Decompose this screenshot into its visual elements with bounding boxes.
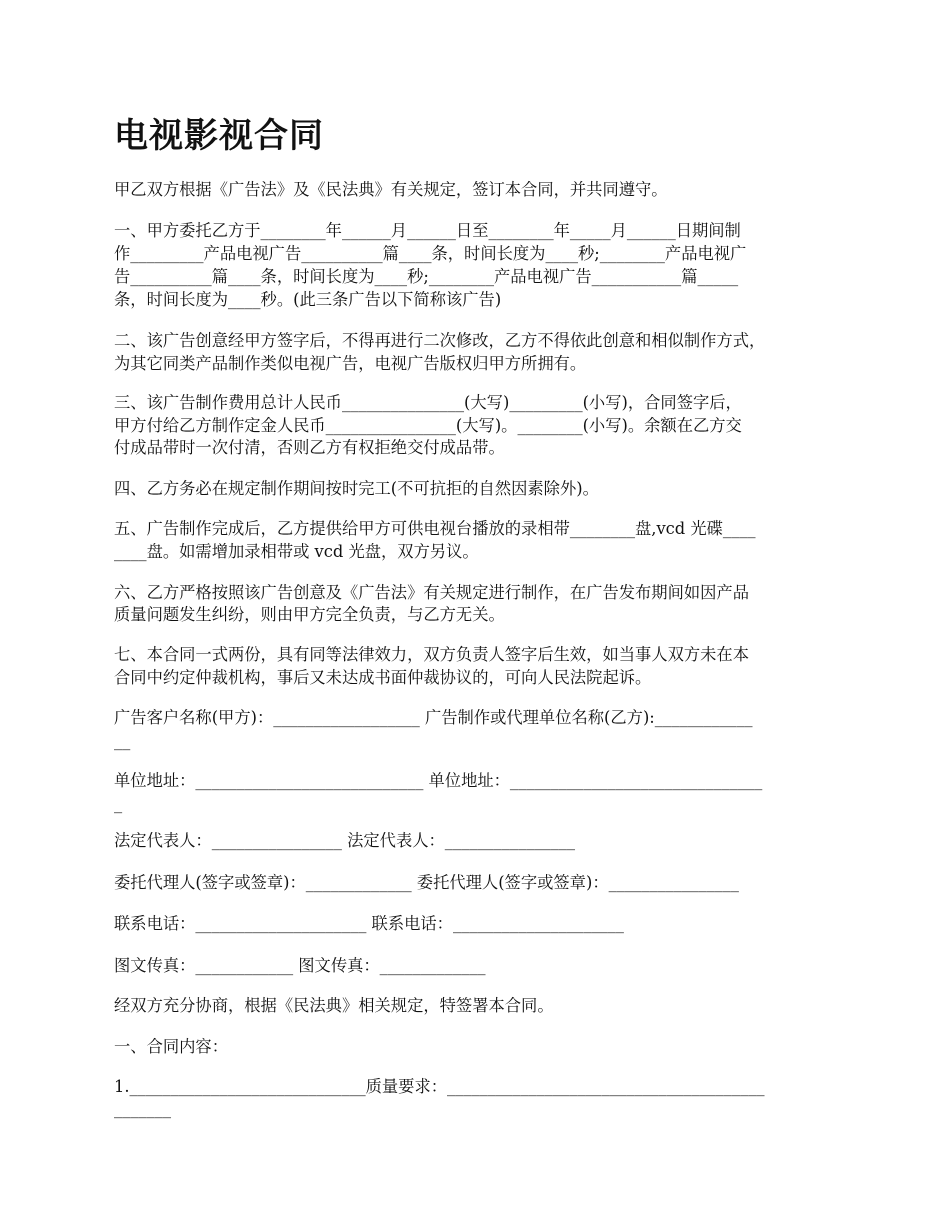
clause-3-line-2: 甲方付给乙方制作定金人民币________________(大写)。________(小写)。余额在乙方交 xyxy=(114,416,742,435)
clause-2-line-1: 二、该广告创意经甲方签字后，不得再进行二次修改，乙方不得依此创意和相似制作方式， xyxy=(114,331,766,350)
agreement-statement: 经双方充分协商，根据《民法典》相关规定，特签署本合同。 xyxy=(114,996,554,1015)
clause-6-line-1: 六、乙方严格按照该广告创意及《广告法》有关规定进行制作，在广告发布期间如因产品 xyxy=(114,583,749,602)
clause-3-line-1: 三、该广告制作费用总计人民币_______________(大写)_________(小写)，合同签字后， xyxy=(114,393,742,412)
phone-line: 联系电话：_____________________ 联系电话：_____________________ xyxy=(114,914,624,933)
address-line-2: _ xyxy=(114,794,123,813)
client-name-line-2: __ xyxy=(114,731,131,750)
clause-1-line-3: 告__________篇____条，时间长度为____秒;________产品电视广告___________篇_____ xyxy=(114,267,739,286)
clause-1-line-4: 条，时间长度为____秒。(此三条广告以下简称该广告) xyxy=(114,290,502,309)
fax-line: 图文传真：____________ 图文传真：_____________ xyxy=(114,956,486,975)
client-name-line-1: 广告客户名称(甲方)：__________________ 广告制作或代理单位名称(乙方):____________ xyxy=(114,708,753,727)
clause-7-line-2: 合同中约定仲裁机构，事后又未达成书面仲裁协议的，可向人民法院起诉。 xyxy=(114,668,652,687)
item-1-line-2: _______ xyxy=(114,1099,171,1118)
clause-2-line-2: 为其它同类产品制作类似电视广告，电视广告版权归甲方所拥有。 xyxy=(114,354,587,373)
item-1-line-1: 1._____________________________质量要求：_______________________________________ xyxy=(114,1077,765,1096)
document-title: 电视影视合同 xyxy=(114,116,324,156)
clause-5-line-1: 五、广告制作完成后，乙方提供给甲方可供电视台播放的录相带________盘,vcd 光碟____ xyxy=(114,519,756,538)
clause-7-line-1: 七、本合同一式两份，具有同等法律效力，双方负责人签字后生效，如当事人双方未在本 xyxy=(114,645,749,664)
clause-5-line-2: ____盘。如需增加录相带或 vcd 光盘，双方另议。 xyxy=(114,542,479,561)
clause-6-line-2: 质量问题发生纠纷，则由甲方完全负责，与乙方无关。 xyxy=(114,605,505,624)
section-1-heading: 一、合同内容： xyxy=(114,1037,228,1056)
legal-rep-line: 法定代表人：________________ 法定代表人：________________ xyxy=(114,831,576,850)
clause-1-line-1: 一、甲方委托乙方于________年______月______日至________年_____月______日期间制 xyxy=(114,221,741,240)
address-line-1: 单位地址：____________________________ 单位地址：_______________________________ xyxy=(114,771,763,790)
clause-1-line-2: 作_________产品电视广告__________篇____条，时间长度为____秒;________产品电视广 xyxy=(114,244,747,263)
clause-4: 四、乙方务必在规定制作期间按时完工(不可抗拒的自然因素除外)。 xyxy=(114,479,599,498)
intro-paragraph: 甲乙双方根据《广告法》及《民法典》有关规定，签订本合同，并共同遵守。 xyxy=(114,180,668,199)
agent-line: 委托代理人(签字或签章)：_____________ 委托代理人(签字或签章)：________________ xyxy=(114,873,739,892)
clause-3-line-3: 付成品带时一次付清，否则乙方有权拒绝交付成品带。 xyxy=(114,438,505,457)
